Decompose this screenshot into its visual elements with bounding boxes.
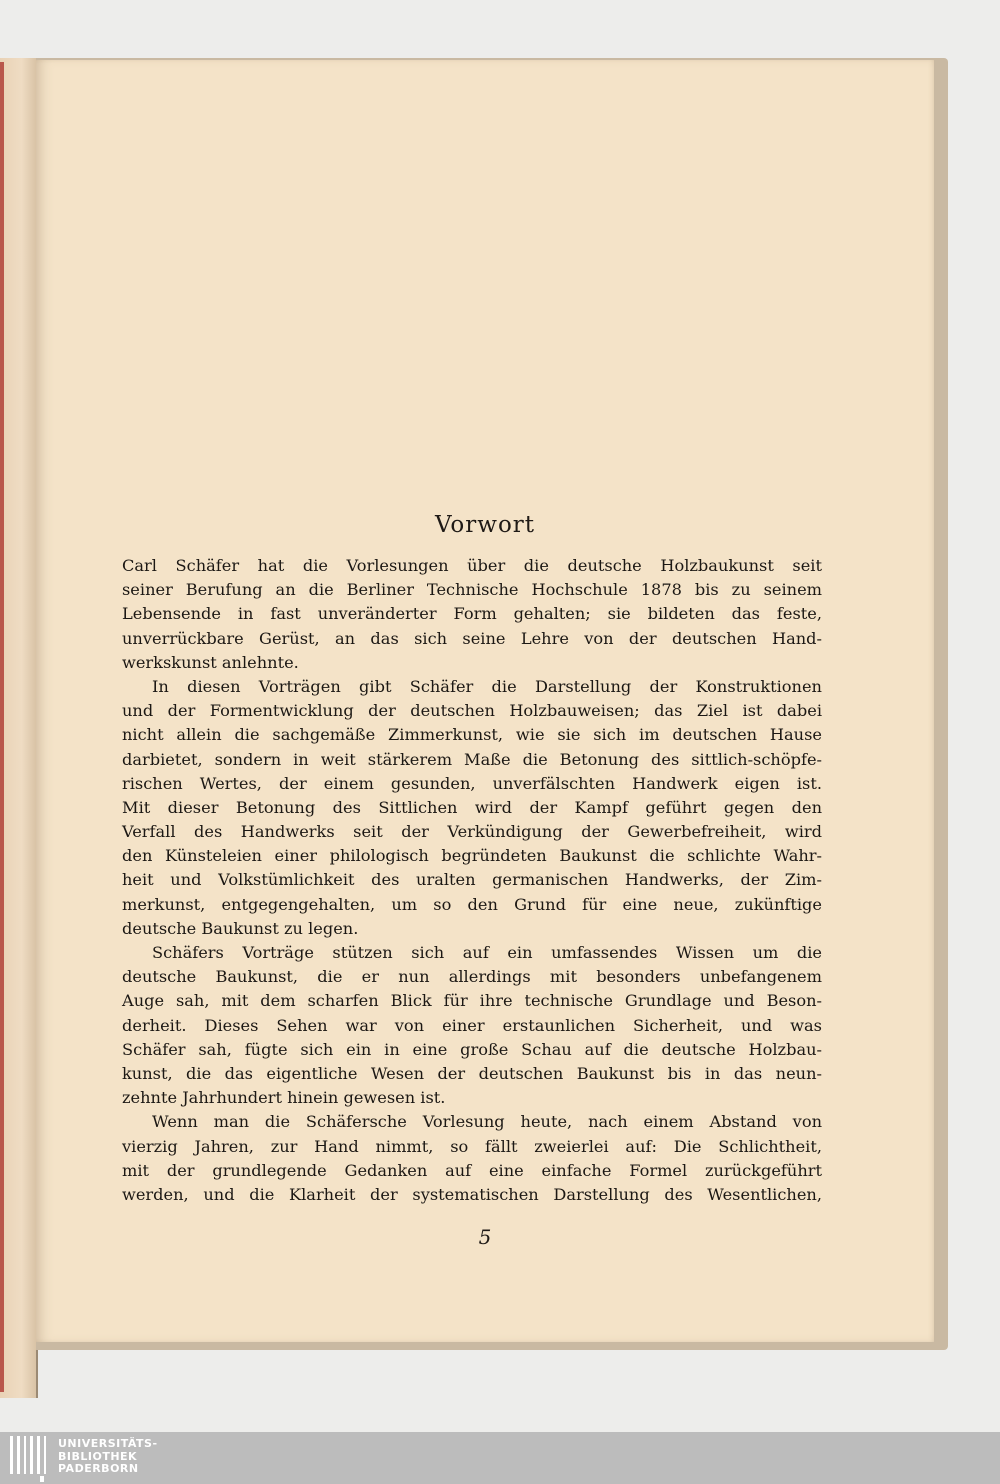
text-line: rischen Wertes, der einem gesunden, unverfälschten Handwerk eigen ist. xyxy=(122,773,822,793)
text-line: Wenn man die Schäfersche Vorlesung heute, nach einem Abstand von xyxy=(152,1112,822,1132)
text-line: werden, und die Klarheit der systematischen Darstellung des Wesentlichen, xyxy=(122,1184,822,1204)
text-line: Verfall des Handwerks seit der Verkündigung der Gewerbefreiheit, wird xyxy=(122,822,822,842)
logo-line: BIBLIOTHEK xyxy=(58,1449,138,1463)
text-line: seiner Berufung an die Berliner Technische Hochschule 1878 bis zu seinem xyxy=(122,580,822,600)
logo-line: UNIVERSITÄTS- xyxy=(58,1437,158,1450)
text-line: nicht allein die sachgemäße Zimmerkunst, wie sie sich im deutschen Hause xyxy=(122,725,822,745)
left-page-edge xyxy=(0,58,38,1398)
text-line: Lebensende in fast unveränderter Form gehalten; sie bildeten das feste, xyxy=(122,604,822,624)
library-logo-text xyxy=(58,1438,158,1476)
book-page xyxy=(36,60,934,1342)
text-line: und der Formentwicklung der deutschen Holzbauweisen; das Ziel ist dabei xyxy=(122,701,822,721)
text-line: Mit dieser Betonung des Sittlichen wird der Kampf geführt gegen den xyxy=(122,797,822,817)
text-line: vierzig Jahren, zur Hand nimmt, so fällt zweierlei auf: Die Schlichtheit, xyxy=(122,1136,822,1156)
page-title: Vorwort xyxy=(434,512,536,538)
library-logo-icon xyxy=(10,1436,60,1482)
page-number: 5 xyxy=(478,1225,492,1249)
text-line: Schäfer sah, fügte sich ein in eine große Schau auf die deutsche Holzbau- xyxy=(122,1039,822,1059)
text-line: mit der grundlegende Gedanken auf eine einfache Formel zurückgeführt xyxy=(122,1160,822,1180)
text-line: derheit. Dieses Sehen war von einer erstaunlichen Sicherheit, und was xyxy=(122,1015,822,1035)
text-line: deutsche Baukunst zu legen. xyxy=(122,918,359,938)
text-line: Auge sah, mit dem scharfen Blick für ihre technische Grundlage und Beson- xyxy=(122,991,822,1011)
text-line: Carl Schäfer hat die Vorlesungen über die deutsche Holzbaukunst seit xyxy=(122,556,822,575)
text-line: heit und Volkstümlichkeit des uralten germanischen Handwerks, der Zim- xyxy=(122,870,822,890)
text-line: den Künsteleien einer philologisch begründeten Baukunst die schlichte Wahr- xyxy=(122,846,822,866)
text-line: kunst, die das eigentliche Wesen der deutschen Baukunst bis in das neun- xyxy=(122,1063,822,1083)
logo-line: PADERBORN xyxy=(58,1462,139,1475)
text-line: In diesen Vorträgen gibt Schäfer die Darstellung der Konstruktionen xyxy=(152,676,822,696)
body-text xyxy=(122,554,822,1207)
text-line: unverrückbare Gerüst, an das sich seine Lehre von der deutschen Hand- xyxy=(122,628,822,648)
text-line: darbietet, sondern in weit stärkerem Maße die Betonung des sittlich-schöpfe- xyxy=(122,749,822,769)
text-line: deutsche Baukunst, die er nun allerdings mit besonders unbefangenem xyxy=(122,967,822,987)
text-line: Schäfers Vorträge stützen sich auf ein umfassendes Wissen um die xyxy=(152,943,822,962)
text-line: werkskunst anlehnte. xyxy=(122,652,299,672)
text-line: zehnte Jahrhundert hinein gewesen ist. xyxy=(122,1088,446,1108)
left-cover-edge xyxy=(0,62,4,1392)
text-line: merkunst, entgegengehalten, um so den Grund für eine neue, zukünftige xyxy=(122,894,822,914)
